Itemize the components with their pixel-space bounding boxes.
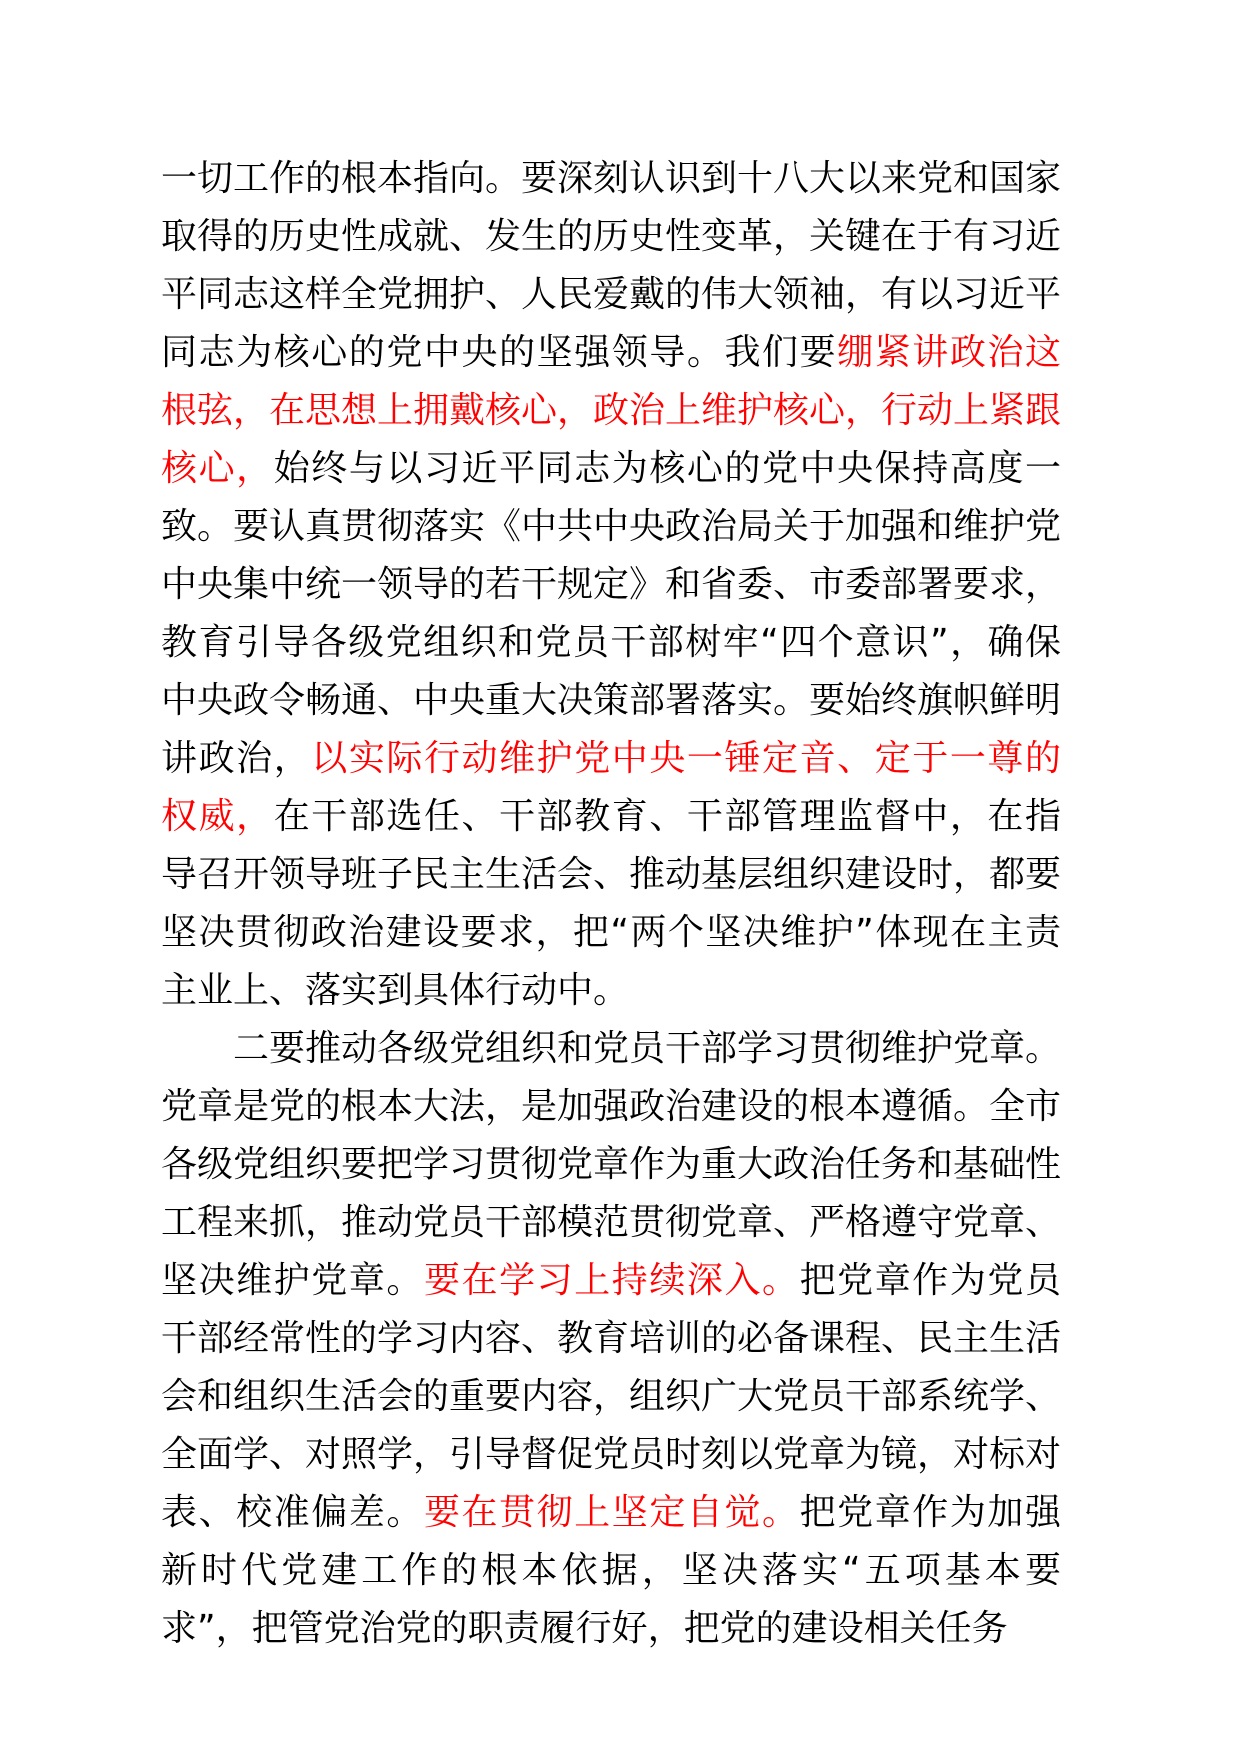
paragraph-2 — [161, 1020, 1061, 1658]
text-segment: 在干部选任、干部教育、干部管理监督中，在指导召开领导班子民主生活会、推动基层组织建设时，都要坚决贯彻政治建设要求，把“两个坚决维护”体现在主责主业上、落实到具体行动中。 — [161, 796, 1062, 1011]
highlighted-text-segment: 绷紧讲政治这根弦，在思想上拥戴核心，政治上维护核心，行动上紧跟核心， — [161, 332, 1062, 489]
text-segment: 二要推动各级党组织和党员干部学习贯彻维护党章。党章是党的根本大法，是加强政治建设的根本遵循。全市各级党组织要把学习贯彻党章作为重大政治任务和基础性工程来抓，推动党员干部模范贯彻党章、严格遵守党章、坚决维护党章。 — [161, 1028, 1062, 1301]
text-segment: 把党章作为党员干部经常性的学习内容、教育培训的必备课程、民主生活会和组织生活会的重要内容，组织广大党员干部系统学、全面学、对照学，引导督促党员时刻以党章为镜，对标对表、校准偏差。 — [161, 1260, 1062, 1533]
text-segment: 始终与以习近平同志为核心的党中央保持高度一致。要认真贯彻落实《中共中央政治局关于加强和维护党中央集中统一领导的若干规定》和省委、市委部署要求，教育引导各级党组织和党员干部树牢“四个意识”，确保中央政令畅通、中央重大决策部署落实。要始终旗帜鲜明讲政治， — [161, 448, 1062, 779]
paragraph-1 — [161, 150, 1061, 1020]
document-page — [161, 150, 1061, 1658]
text-segment: 把党章作为加强新时代党建工作的根本依据，坚决落实“五项基本要求”，把管党治党的职责履行好，把党的建设相关任务 — [161, 1492, 1061, 1649]
highlighted-text-segment: 以实际行动维护党中央一锤定音、定于一尊的权威， — [161, 738, 1061, 837]
text-segment: 一切工作的根本指向。要深刻认识到十八大以来党和国家取得的历史性成就、发生的历史性变革，关键在于有习近平同志这样全党拥护、人民爱戴的伟大领袖，有以习近平同志为核心的党中央的坚强领导。我们要 — [161, 158, 1062, 373]
highlighted-text-segment: 要在学习上持续深入。 — [423, 1260, 800, 1301]
highlighted-text-segment: 要在贯彻上坚定自觉。 — [423, 1492, 800, 1533]
